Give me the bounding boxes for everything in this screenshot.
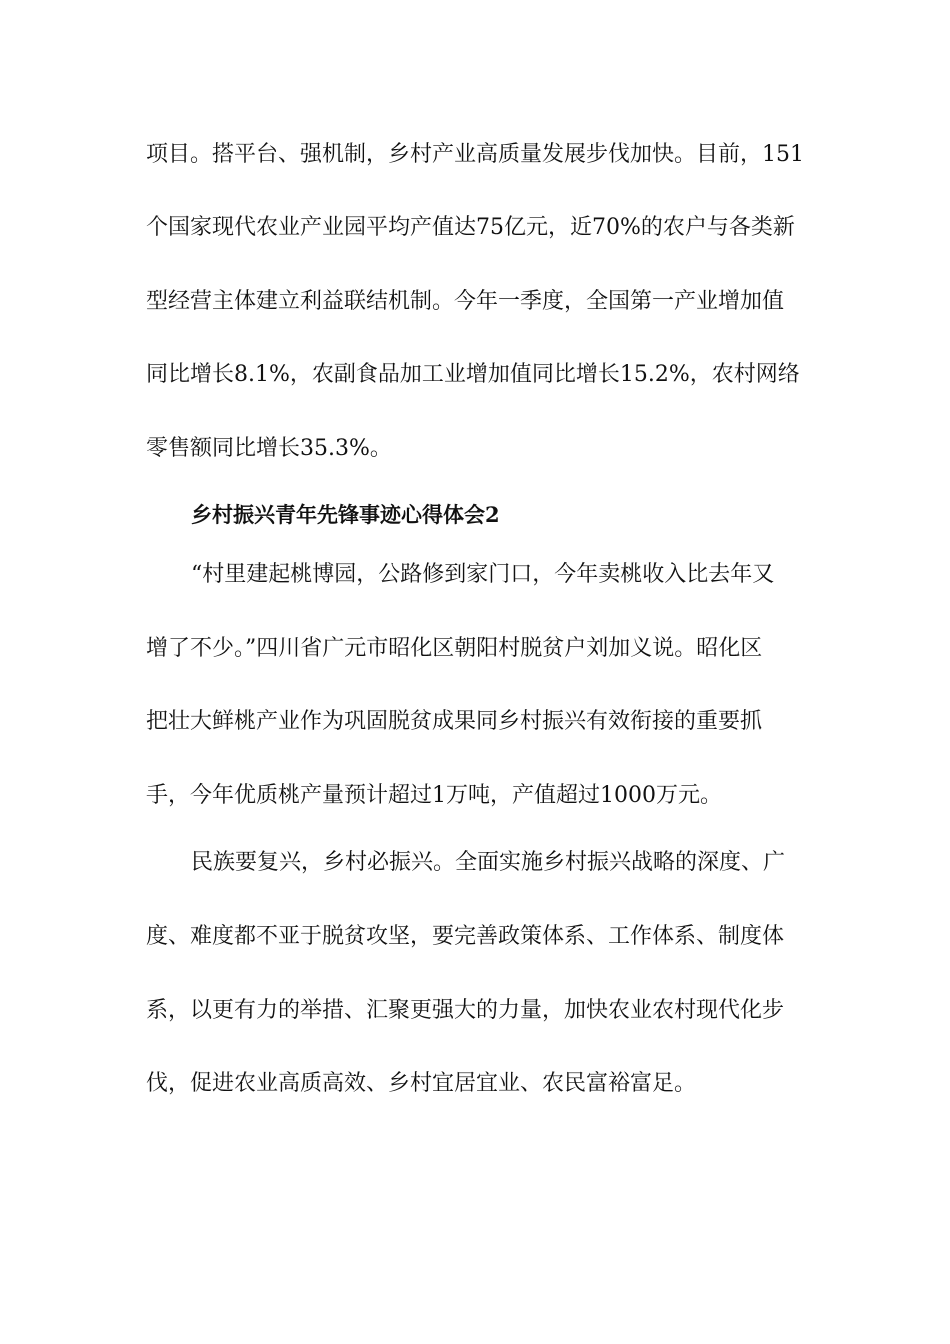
paragraph-2-line-3: 把壮大鲜桃产业作为巩固脱贫成果同乡村振兴有效衔接的重要抓: [146, 709, 763, 734]
paragraph-3-line-4: 伐，促进农业高质高效、乡村宜居宜业、农民富裕富足。: [146, 1071, 697, 1096]
paragraph-3-line-1: 民族要复兴，乡村必振兴。全面实施乡村振兴战略的深度、广: [191, 850, 786, 875]
paragraph-2-line-4: 手，今年优质桃产量预计超过1万吨，产值超过1000万元。: [146, 783, 722, 808]
paragraph-2-line-2: 增了不少。”四川省广元市昭化区朝阳村脱贫户刘加义说。昭化区: [146, 636, 763, 661]
paragraph-3-line-3: 系，以更有力的举措、汇聚更强大的力量，加快农业农村现代化步: [146, 998, 785, 1023]
paragraph-1-line-2: 个国家现代农业产业园平均产值达75亿元，近70%的农户与各类新: [146, 215, 795, 240]
paragraph-1-line-4: 同比增长8.1%，农副食品加工业增加值同比增长15.2%，农村网络: [146, 362, 800, 387]
paragraph-3-line-2: 度、难度都不亚于脱贫攻坚，要完善政策体系、工作体系、制度体: [146, 924, 785, 949]
paragraph-1-line-3: 型经营主体建立利益联结机制。今年一季度，全国第一产业增加值: [146, 289, 785, 314]
paragraph-2-line-1: “村里建起桃博园，公路修到家门口，今年卖桃收入比去年又: [191, 562, 775, 587]
section-heading: 乡村振兴青年先锋事迹心得体会2: [191, 502, 500, 527]
paragraph-1-line-1: 项目。搭平台、强机制，乡村产业高质量发展步伐加快。目前，151: [146, 142, 804, 167]
paragraph-1-line-5: 零售额同比增长35.3%。: [146, 436, 392, 461]
